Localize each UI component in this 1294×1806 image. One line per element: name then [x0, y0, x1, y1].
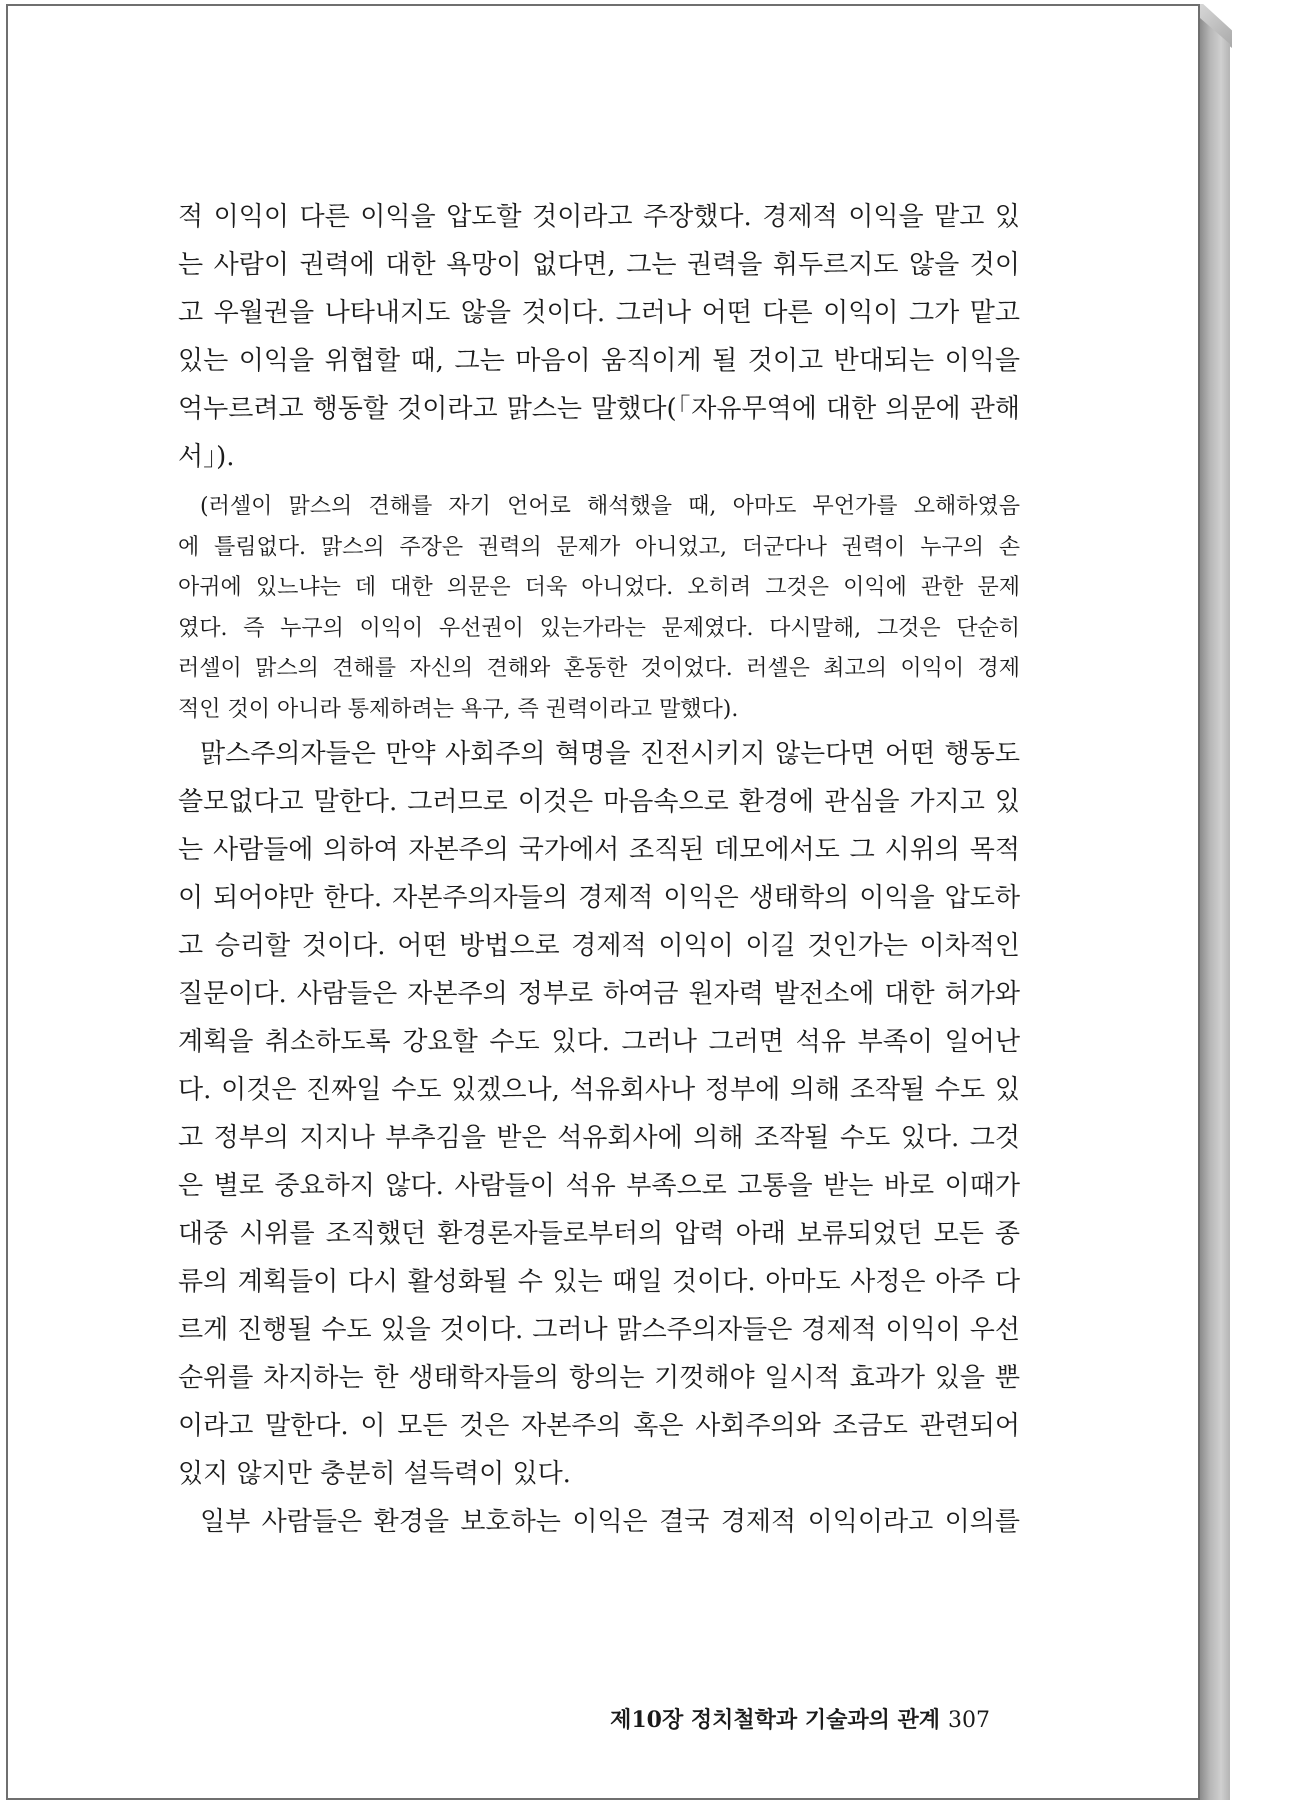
page-number: 307	[948, 1708, 990, 1733]
page-thickness-edge	[1200, 18, 1230, 1800]
text-line: 있는 이익을 위협할 때, 그는 마음이 움직이게 될 것이고 반대되는 이익을	[178, 346, 1020, 376]
paragraph-objection	[178, 1498, 1020, 1546]
text-line: 아귀에 있느냐는 데 대한 의문은 더욱 아니었다. 오히려 그것은 이익에 관한 문제	[178, 575, 1020, 600]
text-line: 는 사람들에 의하여 자본주의 국가에서 조직된 데모에서도 그 시위의 목적	[178, 835, 1020, 865]
running-footer	[570, 1705, 990, 1736]
text-line: 적인 것이 아니라 통제하려는 욕구, 즉 권력이라고 말했다).	[178, 696, 739, 722]
text-line: (러셀이 맑스의 견해를 자기 언어로 해석했을 때, 아마도 무언가를 오해하였음	[200, 494, 1020, 519]
text-line: 고 승리할 것이다. 어떤 방법으로 경제적 이익이 이길 것인가는 이차적인	[178, 931, 1020, 961]
text-line: 류의 계획들이 다시 활성화될 수 있는 때일 것이다. 아마도 사정은 아주 다	[178, 1267, 1020, 1297]
text-line: 은 별로 중요하지 않다. 사람들이 석유 부족으로 고통을 받는 바로 이때가	[178, 1171, 1020, 1201]
paragraph-marxists	[178, 730, 1020, 1498]
text-line: 계획을 취소하도록 강요할 수도 있다. 그러나 그러면 석유 부족이 일어난	[178, 1027, 1020, 1057]
text-line: 다. 이것은 진짜일 수도 있겠으나, 석유회사나 정부에 의해 조작될 수도 있	[178, 1075, 1020, 1105]
text-line: 일부 사람들은 환경을 보호하는 이익은 결국 경제적 이익이라고 이의를	[200, 1507, 1020, 1537]
text-line: 였다. 즉 누구의 이익이 우선권이 있는가라는 문제였다. 다시말해, 그것은 단순히	[178, 615, 1020, 641]
text-line: 이라고 말한다. 이 모든 것은 자본주의 혹은 사회주의와 조금도 관련되어	[178, 1411, 1020, 1441]
text-line: 억누르려고 행동할 것이라고 맑스는 말했다(「자유무역에 대한 의문에 관해	[178, 394, 1020, 424]
text-line: 질문이다. 사람들은 자본주의 정부로 하여금 원자력 발전소에 대한 허가와	[178, 979, 1020, 1009]
text-line: 있지 않지만 충분히 설득력이 있다.	[178, 1459, 571, 1489]
text-line: 러셀이 맑스의 견해를 자신의 견해와 혼동한 것이었다. 러셀은 최고의 이익이 경제	[178, 656, 1020, 681]
text-line: 이 되어야만 한다. 자본주의자들의 경제적 이익은 생태학의 이익을 압도하	[178, 883, 1020, 913]
text-line: 맑스주의자들은 만약 사회주의 혁명을 진전시키지 않는다면 어떤 행동도	[200, 739, 1020, 769]
text-line: 적 이익이 다른 이익을 압도할 것이라고 주장했다. 경제적 이익을 맡고 있	[178, 202, 1020, 232]
text-line: 쓸모없다고 말한다. 그러므로 이것은 마음속으로 환경에 관심을 가지고 있	[178, 787, 1020, 817]
text-line: 순위를 차지하는 한 생태학자들의 항의는 기껏해야 일시적 효과가 있을 뿐	[178, 1363, 1020, 1393]
text-line: 는 사람이 권력에 대한 욕망이 없다면, 그는 권력을 휘두르지도 않을 것이	[178, 250, 1020, 280]
chapter-title: 제10장 정치철학과 기술과의 관계	[610, 1707, 940, 1733]
text-line: 에 틀림없다. 맑스의 주장은 권력의 문제가 아니었고, 더군다나 권력이 누구의 손	[178, 534, 1020, 560]
text-line: 고 정부의 지지나 부추김을 받은 석유회사에 의해 조작될 수도 있다. 그것	[178, 1123, 1020, 1153]
text-line: 르게 진행될 수도 있을 것이다. 그러나 맑스주의자들은 경제적 이익이 우선	[178, 1315, 1020, 1345]
paragraph-continued	[178, 193, 1020, 481]
text-line: 고 우월권을 나타내지도 않을 것이다. 그러나 어떤 다른 이익이 그가 맡고	[178, 298, 1020, 328]
parenthetical-note	[178, 487, 1020, 730]
text-line: 서」).	[178, 442, 235, 472]
page-body	[178, 193, 1020, 1546]
text-line: 대중 시위를 조직했던 환경론자들로부터의 압력 아래 보류되었던 모든 종	[178, 1219, 1020, 1249]
